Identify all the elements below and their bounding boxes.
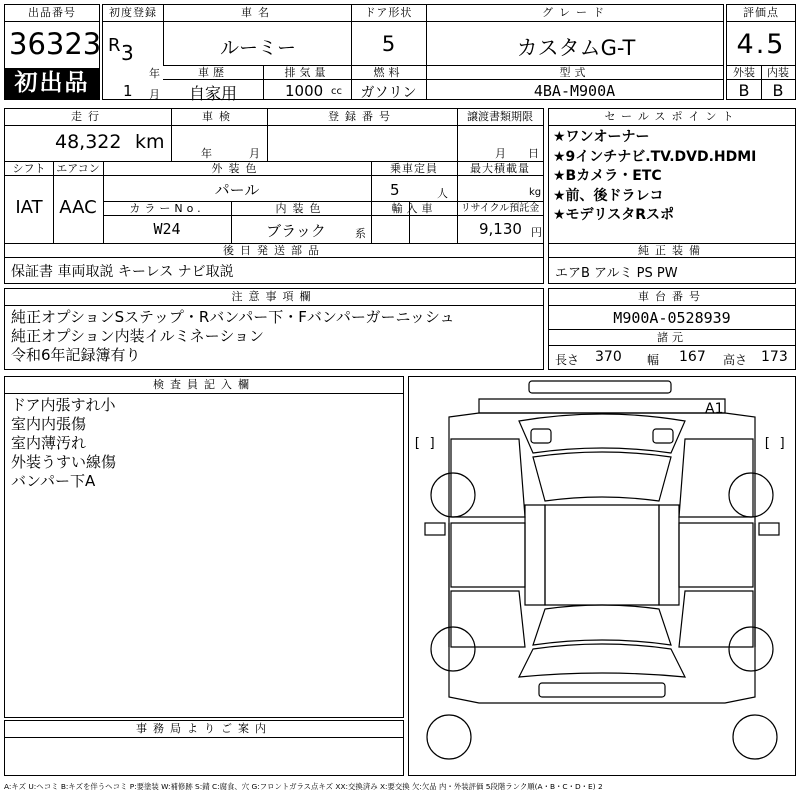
- inspection-label: 車検: [202, 110, 236, 123]
- lot-box: [4, 4, 100, 100]
- body-outline: [449, 413, 755, 703]
- legend-footer: A:キズ U:ヘコミ B:キズを伴うヘコミ P:要塗装 W:補修跡 S:錆 C:腐食、穴 G:フロントガラス点キズ XX:交換済み X:要交換 欠:欠品 内・外装評価 5段階ランク順(A・B・C・D・E) 2: [4, 782, 603, 791]
- spare-wheel-right: [733, 715, 777, 759]
- right-mirror: [759, 523, 779, 535]
- left-bracket: [ ]: [413, 436, 437, 451]
- list-item: ★ワンオーナー: [553, 129, 650, 145]
- list-item: 純正オプション内装イルミネーション: [11, 327, 265, 345]
- front-hood-outline: [479, 399, 725, 413]
- list-item: 室内薄汚れ: [11, 434, 87, 452]
- exterior-label: 外装: [733, 66, 755, 79]
- specs-box: [4, 108, 544, 284]
- year-value: 3: [121, 41, 134, 65]
- exterior-grade: B: [738, 81, 750, 100]
- list-item: ★前、後ドラレコ: [553, 187, 664, 204]
- model-label: 型式: [559, 66, 590, 79]
- inspector-box: [4, 376, 404, 718]
- notes-lines: [11, 308, 455, 365]
- history-label: 車歴: [198, 66, 228, 79]
- left-front-door: [451, 523, 525, 587]
- capacity-value: 5: [390, 181, 400, 199]
- aircon-value: AAC: [59, 197, 97, 218]
- chassis-value: M900A-0528939: [613, 309, 731, 327]
- left-front-wheel: [431, 473, 475, 517]
- fuel-label: 燃料: [373, 66, 404, 79]
- list-item: ★モデリスタRスポ: [553, 207, 675, 223]
- mileage-value: 48,322: [55, 131, 122, 153]
- transfer-label: 譲渡書類期限: [467, 110, 533, 123]
- int-color-suffix: 系: [355, 227, 366, 240]
- length-value: 370: [595, 349, 622, 365]
- displacement-unit: cc: [331, 86, 342, 97]
- length-label: 長さ: [555, 353, 580, 367]
- office-label: 事務局よりご案内: [136, 722, 272, 735]
- list-item: ★9インチナビ.TV.DVD.HDMI: [553, 148, 757, 165]
- lot-label: 出品番号: [28, 6, 76, 19]
- recycle-value: 9,130: [479, 220, 522, 238]
- right-front-fender: [679, 439, 753, 517]
- score-label: 評価点: [743, 6, 779, 19]
- hood-panel: [519, 414, 685, 453]
- genuine-value: エアB アルミ PS PW: [555, 266, 678, 281]
- windshield: [533, 452, 671, 501]
- left-front-fender: [451, 439, 525, 517]
- list-item: 純正オプションSステップ・Rバンパー下・Fバンパーガーニッシュ: [11, 308, 455, 326]
- first-listing-badge: 初出品: [5, 68, 99, 99]
- office-box: [4, 720, 404, 776]
- capacity-label: 乗車定員: [390, 162, 438, 175]
- ins-year-unit: 年: [201, 147, 212, 160]
- left-rear-wheel: [431, 627, 475, 671]
- inspector-label: 検査員記入欄: [153, 378, 255, 391]
- score-box: [726, 4, 796, 100]
- spare-wheel-left: [427, 715, 471, 759]
- roof-panel: [545, 505, 659, 605]
- color-no-label: カラーNo.: [129, 202, 205, 215]
- main-header-box: [102, 4, 724, 103]
- reg-no-label: 登録番号: [328, 110, 396, 123]
- height-value: 173: [761, 349, 788, 365]
- right-rear-door: [679, 591, 753, 647]
- door-label: ドア形状: [364, 6, 413, 19]
- rear-window: [533, 605, 671, 645]
- car-diagram: [409, 377, 795, 775]
- int-color-label: 内装色: [275, 202, 327, 215]
- month-value: 1: [123, 82, 133, 100]
- left-rear-door: [451, 591, 525, 647]
- color-no-value: W24: [153, 220, 181, 238]
- rear-hatch: [519, 644, 685, 677]
- list-item: バンパー下A: [11, 472, 96, 490]
- displacement-value: 1000: [285, 82, 324, 100]
- score-value: 4.5: [736, 29, 786, 60]
- grade-label: グレード: [542, 6, 610, 19]
- mileage-label: 走行: [71, 110, 105, 123]
- sales-points-label: セールスポイント: [604, 110, 740, 123]
- displacement-label: 排気量: [284, 66, 330, 79]
- car-name: ルーミー: [219, 37, 296, 59]
- list-item: 令和6年記録簿有り: [11, 346, 141, 364]
- chassis-box: [548, 288, 796, 370]
- right-headlight: [653, 429, 673, 443]
- era-letter: R: [108, 35, 121, 56]
- width-value: 167: [679, 349, 706, 365]
- sales-points-box: [548, 108, 796, 284]
- lot-number: 36323: [9, 27, 102, 61]
- year-unit: 年: [149, 67, 160, 80]
- month-unit: 月: [149, 88, 160, 101]
- fuel-value: ガソリン: [360, 85, 417, 101]
- interior-grade: B: [772, 81, 784, 100]
- rear-bumper-panel: [539, 683, 665, 697]
- mileage-unit: km: [135, 131, 165, 153]
- list-item: 外装うすい線傷: [11, 453, 117, 471]
- chassis-label: 車台番号: [638, 290, 706, 303]
- load-label: 最大積載量: [470, 162, 530, 175]
- door-value: 5: [381, 32, 396, 56]
- notes-label: 注意事項欄: [231, 290, 317, 303]
- width-label: 幅: [647, 353, 660, 367]
- left-pillar: [525, 505, 545, 605]
- car-name-label: 車名: [241, 6, 275, 19]
- transfer-month-unit: 月: [495, 147, 506, 160]
- list-item: ★Bカメラ・ETC: [553, 168, 662, 184]
- front-bumper-panel: [529, 381, 671, 393]
- history-value: 自家用: [188, 84, 237, 103]
- left-mirror: [425, 523, 445, 535]
- color-label: 外装色: [211, 162, 263, 175]
- shift-value: IAT: [15, 197, 43, 218]
- dims-label: 諸元: [657, 331, 687, 344]
- right-front-wheel: [729, 473, 773, 517]
- capacity-unit: 人: [437, 187, 448, 200]
- ins-month-unit: 月: [249, 147, 260, 160]
- first-reg-label: 初度登録: [109, 6, 157, 19]
- damage-mark: A1: [705, 401, 724, 417]
- notes-box: [4, 288, 544, 370]
- interior-label: 内装: [767, 66, 789, 79]
- height-label: 高さ: [723, 353, 748, 367]
- import-label: 輸入車: [391, 202, 437, 215]
- recycle-label: リサイクル預託金: [460, 203, 540, 214]
- inspector-lines: [11, 396, 116, 491]
- right-rear-wheel: [729, 627, 773, 671]
- color-value: パール: [214, 181, 260, 199]
- int-color-value: ブラック: [266, 222, 326, 240]
- grade-value: カスタムG-T: [516, 36, 636, 60]
- genuine-label: 純正装備: [638, 244, 706, 257]
- sales-points-list: [553, 128, 756, 226]
- right-front-door: [679, 523, 753, 587]
- later-parts-label: 後日発送部品: [223, 244, 325, 257]
- car-diagram-box: [408, 376, 796, 776]
- transfer-day-unit: 日: [528, 147, 539, 160]
- list-item: 室内内張傷: [11, 415, 87, 433]
- later-parts-value: 保証書 車両取説 キーレス ナビ取説: [11, 264, 234, 280]
- left-headlight: [531, 429, 551, 443]
- model-value: 4BA-M900A: [533, 82, 616, 100]
- right-pillar: [659, 505, 679, 605]
- list-item: ドア内張すれ小: [11, 396, 116, 414]
- load-unit: kg: [529, 187, 542, 198]
- right-bracket: [ ]: [763, 436, 787, 451]
- recycle-unit: 円: [531, 226, 542, 239]
- shift-label: シフト: [12, 162, 46, 175]
- aircon-label: エアコン: [56, 162, 100, 175]
